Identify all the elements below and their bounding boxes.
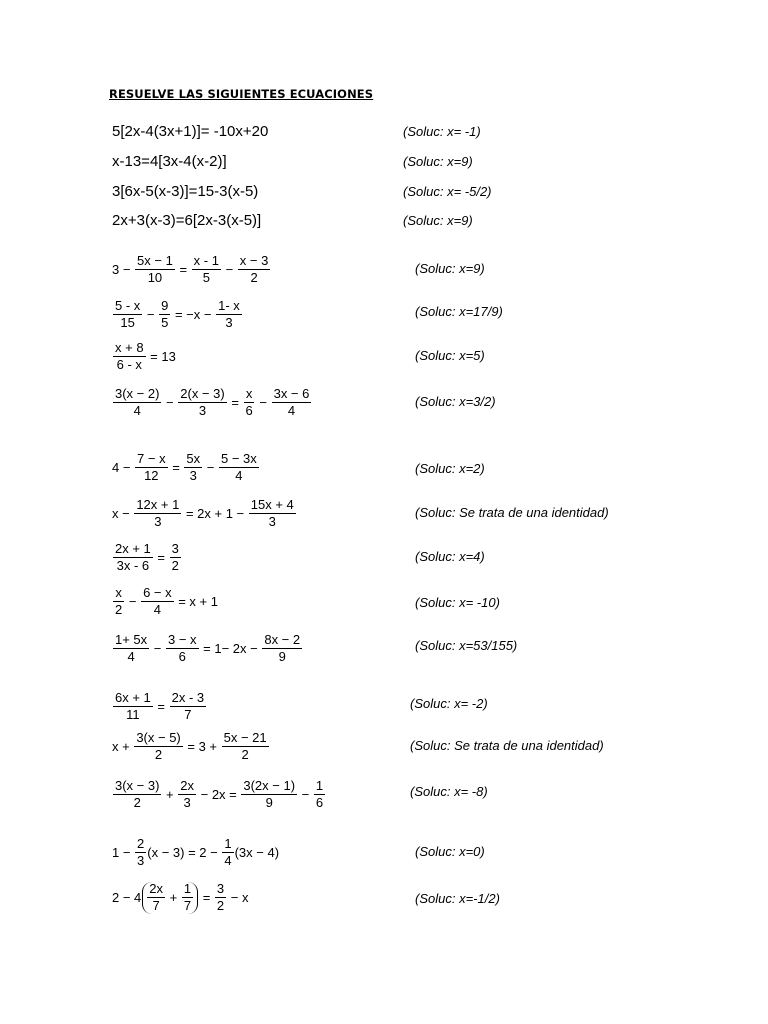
fraction-numerator: 15x + 4 <box>249 498 296 515</box>
fraction <box>314 779 325 812</box>
equation-2 <box>112 153 227 170</box>
fraction-numerator: 3(x − 2) <box>113 387 161 404</box>
equation-7 <box>112 341 176 374</box>
solution-label: (Soluc: x=0) <box>415 843 485 859</box>
equation-text: = 3 + <box>183 739 221 755</box>
equation-3 <box>112 183 258 200</box>
equation-text: = <box>153 699 169 715</box>
solution-label: (Soluc: Se trata de una identidad) <box>410 737 604 753</box>
equation-text: (x − 3) = 2 − <box>147 845 222 861</box>
fraction-numerator: 12x + 1 <box>134 498 181 515</box>
fraction <box>113 299 142 332</box>
fraction-numerator: 2x + 1 <box>113 542 153 559</box>
fraction-numerator: 5 - x <box>113 299 142 316</box>
fraction <box>113 542 153 575</box>
fraction-denominator: 4 <box>127 649 135 665</box>
equation-15 <box>112 731 270 764</box>
fraction-denominator: 15 <box>120 315 135 331</box>
fraction <box>113 633 149 666</box>
fraction-denominator: 10 <box>147 270 163 286</box>
fraction-numerator: 3(2x − 1) <box>241 779 297 796</box>
fraction-numerator: 9 <box>159 299 170 316</box>
fraction-numerator: 1 <box>222 837 233 854</box>
equation-text: − <box>125 594 141 610</box>
equation-text: 3 − <box>112 262 135 278</box>
equation-text: − 2x = <box>197 787 241 803</box>
fraction <box>113 691 153 724</box>
equation-text: = 2x + 1 − <box>182 506 248 522</box>
fraction-denominator: 9 <box>278 649 286 665</box>
equation-text: − <box>221 262 237 278</box>
equation-5 <box>112 254 271 287</box>
fraction-denominator: 3 <box>268 514 276 530</box>
fraction-numerator: 3 <box>215 882 226 899</box>
fraction-denominator: 2 <box>115 602 123 618</box>
fraction-numerator: 3(x − 3) <box>113 779 161 796</box>
equation-6 <box>112 299 243 332</box>
fraction-denominator: 2 <box>216 898 225 914</box>
fraction-numerator: 5x − 21 <box>222 731 269 748</box>
equation-12 <box>112 586 218 619</box>
fraction-denominator: 4 <box>235 468 243 484</box>
solution-label: (Soluc: x= -1) <box>403 123 481 139</box>
equation-text: = x + 1 <box>174 594 218 610</box>
equation-9 <box>112 452 260 485</box>
equation-text: = <box>175 262 191 278</box>
fraction-denominator: 9 <box>265 795 273 811</box>
equation-18 <box>112 882 248 915</box>
fraction <box>113 341 146 374</box>
equation-text: − <box>298 787 313 803</box>
fraction <box>216 299 242 332</box>
fraction-denominator: 3 <box>198 403 207 419</box>
equation-text: x-13=4[3x-4(x-2)] <box>112 152 227 170</box>
fraction-denominator: 6 <box>178 649 186 665</box>
fraction-numerator: 1 <box>182 882 193 899</box>
fraction-numerator: 2x <box>147 882 165 899</box>
fraction-numerator: 5x − 1 <box>135 254 175 271</box>
solution-label: (Soluc: x=17/9) <box>415 303 503 319</box>
fraction-numerator: 5 − 3x <box>219 452 259 469</box>
fraction-denominator: 6 <box>245 403 253 419</box>
fraction-denominator: 11 <box>126 707 140 723</box>
fraction <box>182 882 193 915</box>
fraction-numerator: 2x - 3 <box>170 691 207 708</box>
fraction <box>113 779 161 812</box>
fraction <box>222 731 269 764</box>
fraction-denominator: 12 <box>144 468 159 484</box>
fraction <box>249 498 296 531</box>
equation-17 <box>112 837 279 870</box>
fraction <box>238 254 271 287</box>
fraction-denominator: 4 <box>153 602 161 618</box>
equation-11 <box>112 542 182 575</box>
fraction-denominator: 2 <box>250 270 258 286</box>
equation-16 <box>112 779 326 812</box>
fraction-numerator: 7 − x <box>135 452 168 469</box>
fraction-numerator: 2(x − 3) <box>178 387 226 404</box>
fraction-numerator: x - 1 <box>192 254 221 271</box>
fraction <box>222 837 233 870</box>
solution-label: (Soluc: x=4) <box>415 548 485 564</box>
fraction <box>113 387 161 420</box>
fraction <box>159 299 170 332</box>
solution-label: (Soluc: x=3/2) <box>415 393 496 409</box>
fraction-denominator: 4 <box>224 853 232 869</box>
equation-14 <box>112 691 207 724</box>
equation-text: − <box>203 460 218 476</box>
fraction-denominator: 3x - 6 <box>116 558 150 574</box>
fraction <box>272 387 312 420</box>
equation-text: = −x − <box>171 307 216 323</box>
solution-label: (Soluc: x=-1/2) <box>415 890 500 906</box>
fraction-denominator: 2 <box>241 747 249 763</box>
solution-label: (Soluc: x=5) <box>415 347 485 363</box>
fraction-numerator: 1 <box>314 779 325 796</box>
fraction-denominator: 7 <box>184 707 192 723</box>
fraction <box>219 452 259 485</box>
fraction-denominator: 3 <box>154 514 162 530</box>
fraction-denominator: 2 <box>154 747 163 763</box>
fraction-denominator: 5 <box>161 315 169 331</box>
fraction-denominator: 4 <box>133 403 141 419</box>
solution-label: (Soluc: x= -10) <box>415 594 500 610</box>
fraction-numerator: 3 − x <box>166 633 199 650</box>
equation-1 <box>112 123 268 140</box>
equation-text: 2 − 4 <box>112 890 142 906</box>
fraction <box>170 691 207 724</box>
fraction <box>135 452 168 485</box>
fraction-numerator: 2 <box>135 837 146 854</box>
equation-text: 3[6x-5(x-3)]=15-3(x-5) <box>112 182 259 200</box>
fraction-numerator: 3x − 6 <box>272 387 312 404</box>
fraction <box>184 452 202 485</box>
fraction <box>178 779 196 812</box>
equation-text: − <box>150 641 165 657</box>
fraction <box>244 387 255 420</box>
fraction <box>192 254 221 287</box>
equation-text: − x <box>227 890 249 906</box>
equation-text: = <box>168 460 184 476</box>
equation-text: − <box>255 395 271 411</box>
fraction-denominator: 4 <box>287 403 296 419</box>
equation-text: − <box>143 307 159 323</box>
fraction <box>178 387 226 420</box>
fraction-denominator: 2 <box>171 558 179 574</box>
equation-8 <box>112 387 312 420</box>
parenthesized-group <box>142 882 198 915</box>
equation-10 <box>112 498 297 531</box>
fraction <box>170 542 181 575</box>
fraction-numerator: 3 <box>170 542 181 559</box>
equation-text: + <box>162 787 178 803</box>
fraction-denominator: 5 <box>202 270 210 286</box>
equation-text: 1 − <box>112 845 135 861</box>
fraction <box>134 498 181 531</box>
fraction <box>166 633 199 666</box>
equation-text: = 13 <box>146 349 176 365</box>
solution-label: (Soluc: Se trata de una identidad) <box>415 504 609 520</box>
fraction-numerator: x + 8 <box>113 341 146 358</box>
fraction <box>262 633 302 666</box>
fraction-denominator: 7 <box>183 898 192 914</box>
fraction <box>241 779 297 812</box>
solution-label: (Soluc: x=9) <box>403 153 473 169</box>
solution-label: (Soluc: x= -2) <box>410 695 488 711</box>
equation-text: 5[2x-4(3x+1)]= -10x+20 <box>112 122 269 140</box>
fraction <box>215 882 226 915</box>
fraction-numerator: x − 3 <box>238 254 271 271</box>
fraction-numerator: 6 − x <box>141 586 174 603</box>
fraction <box>134 731 182 764</box>
fraction-numerator: x <box>244 387 255 404</box>
solution-label: (Soluc: x=53/155) <box>415 637 518 653</box>
solution-label: (Soluc: x= -8) <box>410 783 488 799</box>
solution-label: (Soluc: x= -5/2) <box>403 183 492 199</box>
fraction-numerator: 6x + 1 <box>113 691 153 708</box>
fraction-numerator: 3(x − 5) <box>134 731 182 748</box>
equation-text: 2x+3(x-3)=6[2x-3(x-5)] <box>112 211 262 229</box>
fraction <box>147 882 165 915</box>
fraction-numerator: 1- x <box>216 299 242 316</box>
equation-text: x − <box>112 506 134 522</box>
equation-4 <box>112 212 261 229</box>
fraction-denominator: 6 - x <box>116 357 142 373</box>
fraction-numerator: 5x <box>184 452 202 469</box>
fraction-denominator: 2 <box>133 795 141 811</box>
equation-text: 4 − <box>112 460 135 476</box>
fraction-numerator: 2x <box>178 779 196 796</box>
fraction <box>113 586 124 619</box>
equation-13 <box>112 633 303 666</box>
equation-text: + <box>166 890 181 906</box>
fraction <box>141 586 174 619</box>
solution-label: (Soluc: x=9) <box>415 260 485 276</box>
fraction-denominator: 6 <box>315 795 324 811</box>
fraction <box>135 254 175 287</box>
fraction-denominator: 3 <box>189 468 197 484</box>
fraction <box>135 837 146 870</box>
fraction-denominator: 3 <box>225 315 233 331</box>
solution-label: (Soluc: x=9) <box>403 212 473 228</box>
fraction-numerator: 8x − 2 <box>262 633 302 650</box>
solution-label: (Soluc: x=2) <box>415 460 485 476</box>
equation-text: = 1− 2x − <box>199 641 262 657</box>
fraction-denominator: 7 <box>152 898 160 914</box>
fraction-denominator: 3 <box>183 795 191 811</box>
fraction-numerator: 1+ 5x <box>113 633 149 650</box>
equation-text: − <box>162 395 178 411</box>
equation-text: = <box>199 890 214 906</box>
fraction-denominator: 3 <box>137 853 145 869</box>
equation-text: (3x − 4) <box>234 845 280 861</box>
equation-text: = <box>153 550 169 566</box>
equation-text: x + <box>112 739 134 755</box>
fraction-numerator: x <box>113 586 124 603</box>
equation-text: = <box>227 395 243 411</box>
page-title: RESUELVE LAS SIGUIENTES ECUACIONES <box>109 87 374 101</box>
